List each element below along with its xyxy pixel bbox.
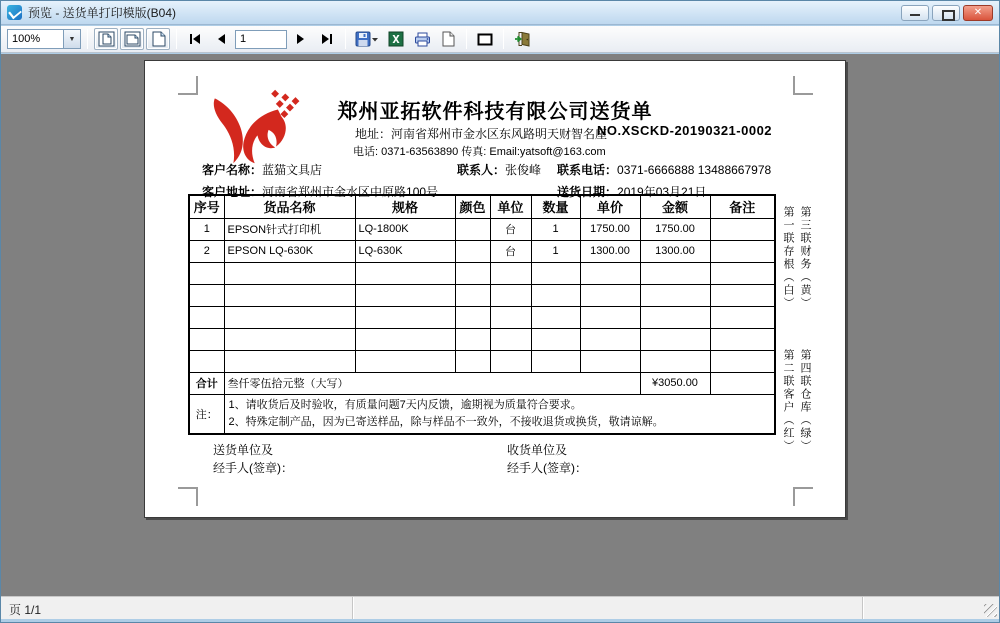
export-excel-button[interactable] bbox=[384, 28, 408, 50]
save-button[interactable] bbox=[352, 28, 382, 50]
resize-grip[interactable] bbox=[984, 604, 997, 617]
column-header: 货品名称 bbox=[224, 195, 355, 218]
chevron-down-icon[interactable]: ▼ bbox=[63, 30, 80, 48]
table-cell bbox=[580, 284, 640, 306]
contact-person: 联系人：张俊峰 bbox=[457, 163, 542, 177]
table-cell bbox=[531, 350, 580, 372]
table-cell bbox=[640, 284, 710, 306]
table-cell bbox=[710, 284, 775, 306]
table-total-row bbox=[189, 372, 775, 394]
table-cell bbox=[531, 284, 580, 306]
table-cell bbox=[580, 350, 640, 372]
table-cell: 1 bbox=[189, 218, 224, 240]
table-cell bbox=[710, 306, 775, 328]
corner-mark bbox=[178, 487, 198, 506]
title-bar[interactable] bbox=[1, 1, 999, 25]
company-address: 地址：河南省郑州市金水区东风路明天财智名座 bbox=[355, 127, 608, 141]
column-header: 金额 bbox=[640, 195, 710, 218]
table-cell bbox=[710, 218, 775, 240]
table-cell bbox=[490, 328, 531, 350]
last-page-button[interactable] bbox=[315, 28, 339, 50]
printer-icon bbox=[414, 32, 431, 47]
table-cell bbox=[490, 284, 531, 306]
table-cell bbox=[640, 350, 710, 372]
column-header: 规格 bbox=[355, 195, 455, 218]
table-cell bbox=[189, 284, 224, 306]
table-cell bbox=[224, 284, 355, 306]
table-cell: EPSON LQ-630K bbox=[224, 240, 355, 262]
zoom-combobox[interactable] bbox=[7, 29, 81, 49]
table-cell bbox=[640, 306, 710, 328]
fit-page-icon bbox=[98, 31, 115, 47]
save-dropdown-arrow-icon[interactable] bbox=[371, 35, 379, 43]
copy-strip-4: 第四联仓库（绿） bbox=[799, 349, 811, 453]
table-cell bbox=[455, 240, 490, 262]
table-cell bbox=[640, 262, 710, 284]
receiver-signature: 收货单位及 经手人(签章)： bbox=[507, 443, 587, 475]
fit-page-button[interactable] bbox=[94, 28, 118, 50]
prev-page-icon bbox=[215, 33, 227, 45]
contact-phone: 联系电话：0371-6666888 13488667978 bbox=[557, 163, 772, 177]
company-logo bbox=[200, 89, 302, 167]
table-cell bbox=[224, 350, 355, 372]
table-header-row bbox=[189, 195, 775, 218]
zoom-value: 100% bbox=[12, 33, 41, 45]
prev-page-button[interactable] bbox=[209, 28, 233, 50]
table-cell: LQ-630K bbox=[355, 240, 455, 262]
margins-icon bbox=[477, 33, 493, 46]
note-content: 1、请收货后及时验收，有质量问题7天内反馈，逾期视为质量符合要求。 2、特殊定制产品，因为已寄送样品，除与样品不一致外，不接收退货或换货，敬请谅解。 bbox=[224, 394, 775, 434]
company-phone-line: 电话: 0371-63563890 传真: Email:yatsoft@163.com bbox=[353, 146, 606, 158]
table-cell bbox=[455, 350, 490, 372]
maximize-button[interactable] bbox=[932, 5, 960, 21]
table-cell: 2 bbox=[189, 240, 224, 262]
copy-strip-2: 第二联客户（红） bbox=[782, 349, 794, 453]
table-cell bbox=[189, 350, 224, 372]
fit-width-icon bbox=[124, 31, 141, 47]
column-header: 单价 bbox=[580, 195, 640, 218]
table-notes-row bbox=[189, 394, 775, 434]
customer-address: 客户地址：河南省郑州市金水区中原路100号 bbox=[202, 185, 439, 199]
table-cell bbox=[580, 306, 640, 328]
table-empty-row bbox=[189, 262, 775, 284]
table-cell: 1300.00 bbox=[640, 240, 710, 262]
column-header: 数量 bbox=[531, 195, 580, 218]
table-cell bbox=[710, 240, 775, 262]
copy-strip-1: 第一联存根（白） bbox=[782, 206, 794, 310]
table-cell bbox=[640, 328, 710, 350]
table-cell bbox=[710, 328, 775, 350]
preview-workspace bbox=[1, 54, 999, 596]
table-cell bbox=[531, 328, 580, 350]
customer-name: 客户名称：蓝猫文具店 bbox=[202, 163, 323, 177]
exit-button[interactable] bbox=[510, 28, 534, 50]
table-cell bbox=[490, 262, 531, 284]
first-page-icon bbox=[188, 33, 202, 45]
table-cell bbox=[355, 328, 455, 350]
table-cell bbox=[455, 306, 490, 328]
table-cell bbox=[355, 284, 455, 306]
column-header: 备注 bbox=[710, 195, 775, 218]
document-page bbox=[144, 60, 846, 518]
table-cell bbox=[710, 350, 775, 372]
order-number: NO.XSCKD-20190321-0002 bbox=[597, 123, 773, 138]
actual-size-button[interactable] bbox=[146, 28, 170, 50]
table-cell: 1750.00 bbox=[580, 218, 640, 240]
table-cell bbox=[531, 306, 580, 328]
page-indicator: 页 1/1 bbox=[1, 597, 353, 619]
status-bar bbox=[1, 596, 999, 619]
column-header: 颜色 bbox=[455, 195, 490, 218]
delivery-date: 送货日期：2019年03月21日 bbox=[557, 185, 707, 199]
status-panel bbox=[863, 597, 999, 619]
page-icon bbox=[151, 31, 166, 47]
exit-door-icon bbox=[514, 31, 531, 47]
table-cell bbox=[490, 350, 531, 372]
app-icon bbox=[7, 5, 22, 20]
table-cell bbox=[455, 284, 490, 306]
document-icon bbox=[441, 31, 455, 47]
table-cell bbox=[189, 262, 224, 284]
table-cell bbox=[710, 262, 775, 284]
table-cell bbox=[710, 372, 775, 394]
table-cell bbox=[189, 306, 224, 328]
excel-icon bbox=[388, 31, 404, 47]
minimize-button[interactable] bbox=[901, 5, 929, 21]
table-cell bbox=[455, 218, 490, 240]
table-cell: 1 bbox=[531, 218, 580, 240]
table-cell bbox=[490, 306, 531, 328]
table-empty-row bbox=[189, 284, 775, 306]
table-cell bbox=[189, 328, 224, 350]
table-empty-row bbox=[189, 350, 775, 372]
first-page-button[interactable] bbox=[183, 28, 207, 50]
table-cell bbox=[580, 328, 640, 350]
page-number-input[interactable] bbox=[235, 30, 287, 49]
table-cell bbox=[224, 306, 355, 328]
save-icon bbox=[355, 31, 371, 47]
table-cell bbox=[531, 262, 580, 284]
column-header: 序号 bbox=[189, 195, 224, 218]
table-cell bbox=[455, 262, 490, 284]
status-panel bbox=[353, 597, 863, 619]
note-label: 注： bbox=[189, 394, 224, 434]
table-empty-row bbox=[189, 306, 775, 328]
table-cell bbox=[355, 262, 455, 284]
table-cell bbox=[224, 262, 355, 284]
total-in-words: 叁仟零伍拾元整（大写） bbox=[224, 372, 640, 394]
company-title: 郑州亚拓软件科技有限公司送货单 bbox=[337, 101, 653, 123]
total-amount: ¥3050.00 bbox=[640, 372, 710, 394]
table-cell bbox=[355, 306, 455, 328]
column-header: 单位 bbox=[490, 195, 531, 218]
table-cell bbox=[580, 262, 640, 284]
table-cell bbox=[355, 350, 455, 372]
items-table bbox=[188, 194, 776, 435]
table-cell: 1750.00 bbox=[640, 218, 710, 240]
table-row bbox=[189, 218, 775, 240]
window-title: 预览 - 送货单打印模版(B04) bbox=[28, 6, 177, 20]
total-label: 合计 bbox=[189, 372, 224, 394]
table-cell: 台 bbox=[490, 240, 531, 262]
next-page-icon bbox=[295, 33, 307, 45]
table-cell bbox=[455, 328, 490, 350]
next-page-button[interactable] bbox=[289, 28, 313, 50]
copy-strip-3: 第三联财务（黄） bbox=[799, 206, 811, 310]
toolbar bbox=[1, 26, 999, 53]
fit-width-button[interactable] bbox=[120, 28, 144, 50]
sender-signature: 送货单位及 经手人(签章)： bbox=[213, 443, 293, 475]
close-button[interactable]: ✕ bbox=[963, 5, 993, 21]
corner-mark bbox=[178, 76, 198, 95]
new-document-button[interactable] bbox=[436, 28, 460, 50]
corner-mark bbox=[793, 487, 813, 506]
table-cell: EPSON针式打印机 bbox=[224, 218, 355, 240]
table-cell: 台 bbox=[490, 218, 531, 240]
table-row bbox=[189, 240, 775, 262]
last-page-icon bbox=[320, 33, 334, 45]
page-setup-button[interactable] bbox=[473, 28, 497, 50]
table-empty-row bbox=[189, 328, 775, 350]
corner-mark bbox=[793, 76, 813, 95]
print-button[interactable] bbox=[410, 28, 434, 50]
table-cell bbox=[224, 328, 355, 350]
table-cell: 1300.00 bbox=[580, 240, 640, 262]
table-cell: LQ-1800K bbox=[355, 218, 455, 240]
table-cell: 1 bbox=[531, 240, 580, 262]
